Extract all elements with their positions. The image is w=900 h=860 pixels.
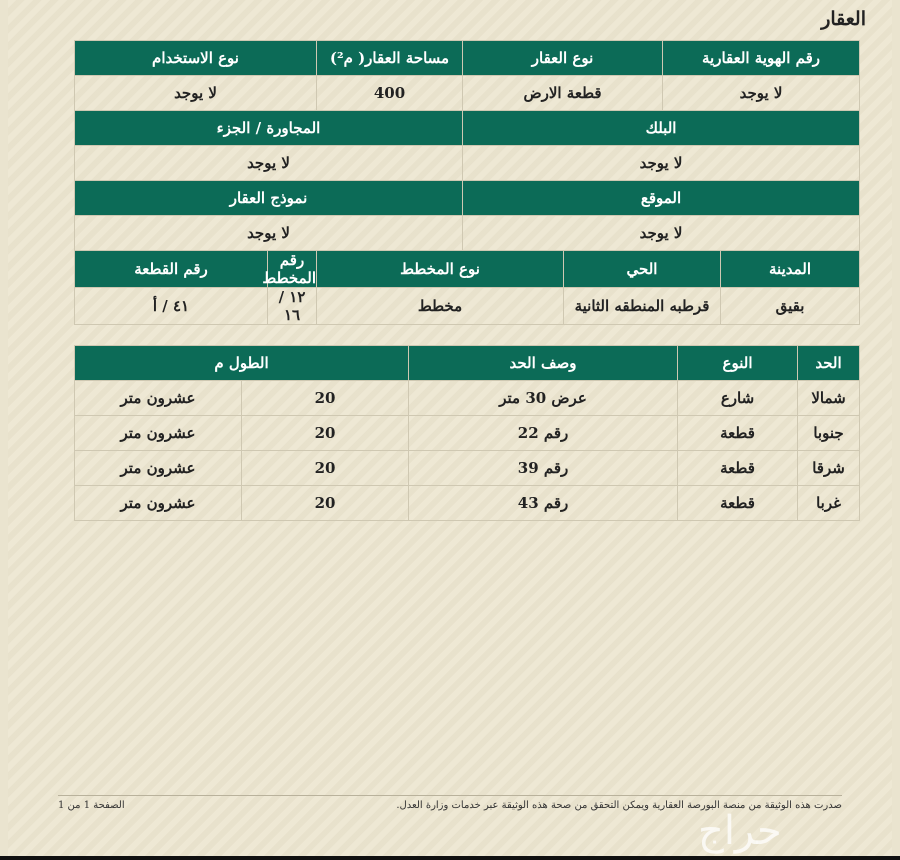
boundary-description: رقم 39 <box>409 451 678 486</box>
header-usage-type: نوع الاستخدام <box>75 41 317 76</box>
value-property-type: قطعة الارض <box>463 76 663 111</box>
value-location: لا يوجد <box>463 216 860 251</box>
header-neighborhood-part: المجاورة / الجزء <box>75 111 463 146</box>
header-boundary-description: وصف الحد <box>409 346 678 381</box>
table-row <box>75 251 860 288</box>
section-title: العقار <box>821 8 866 30</box>
watermark-logo: حراج <box>698 808 782 854</box>
value-plan-type: مخطط <box>317 288 564 325</box>
boundary-length-words: عشرون متر <box>75 416 242 451</box>
boundary-length-words: عشرون متر <box>75 381 242 416</box>
table-row <box>75 381 860 416</box>
header-city: المدينة <box>721 251 860 288</box>
value-area: 400 <box>317 76 463 111</box>
boundary-type: شارع <box>678 381 798 416</box>
value-property-model: لا يوجد <box>75 216 463 251</box>
document-page <box>8 0 892 860</box>
boundary-length: 20 <box>242 451 409 486</box>
boundary-type: قطعة <box>678 416 798 451</box>
table-row <box>75 451 860 486</box>
boundary-side: شرقا <box>798 451 860 486</box>
property-info-table <box>74 40 860 325</box>
footer-divider <box>58 795 842 796</box>
header-type: النوع <box>678 346 798 381</box>
boundary-description: رقم 22 <box>409 416 678 451</box>
value-usage-type: لا يوجد <box>75 76 317 111</box>
boundary-length: 20 <box>242 486 409 521</box>
header-plot-number: رقم القطعة <box>75 251 268 288</box>
table-row <box>75 416 860 451</box>
footer-note: صدرت هذه الوثيقة من منصة البورصة العقارية ويمكن التحقق من صحة هذه الوثيقة عبر خدمات وزارة العدل. <box>396 800 842 811</box>
table-row <box>75 146 860 181</box>
table-row <box>75 111 860 146</box>
header-location: الموقع <box>463 181 860 216</box>
value-district: قرطبه المنطقه الثانية <box>564 288 721 325</box>
table-row <box>75 41 860 76</box>
table-row <box>75 181 860 216</box>
table-row <box>75 216 860 251</box>
header-block: البلك <box>463 111 860 146</box>
boundary-length-words: عشرون متر <box>75 451 242 486</box>
table-row <box>75 486 860 521</box>
table-row <box>75 288 860 325</box>
table-row <box>75 76 860 111</box>
boundary-side: غربا <box>798 486 860 521</box>
header-property-model: نموذج العقار <box>75 181 463 216</box>
value-plan-number: ١٢ / ١٦ <box>268 288 317 325</box>
header-boundary: الحد <box>798 346 860 381</box>
table-row <box>75 346 860 381</box>
header-length: الطول م <box>75 346 409 381</box>
header-property-type: نوع العقار <box>463 41 663 76</box>
boundary-side: شمالا <box>798 381 860 416</box>
boundary-length: 20 <box>242 416 409 451</box>
header-plan-type: نوع المخطط <box>317 251 564 288</box>
header-area: مساحة العقار( م²) <box>317 41 463 76</box>
boundary-type: قطعة <box>678 486 798 521</box>
value-block: لا يوجد <box>463 146 860 181</box>
boundary-side: جنوبا <box>798 416 860 451</box>
boundary-description: عرض 30 متر <box>409 381 678 416</box>
boundaries-table <box>74 345 860 521</box>
value-identity-number: لا يوجد <box>663 76 860 111</box>
header-district: الحي <box>564 251 721 288</box>
value-plot-number: ٤١ / أ <box>75 288 268 325</box>
boundary-length: 20 <box>242 381 409 416</box>
boundary-description: رقم 43 <box>409 486 678 521</box>
value-city: بقيق <box>721 288 860 325</box>
boundary-type: قطعة <box>678 451 798 486</box>
header-identity-number: رقم الهوية العقارية <box>663 41 860 76</box>
bottom-edge <box>0 856 900 860</box>
value-neighborhood-part: لا يوجد <box>75 146 463 181</box>
boundary-length-words: عشرون متر <box>75 486 242 521</box>
page-count: الصفحة 1 من 1 <box>58 800 125 811</box>
header-plan-number: رقم المخطط <box>262 251 316 287</box>
